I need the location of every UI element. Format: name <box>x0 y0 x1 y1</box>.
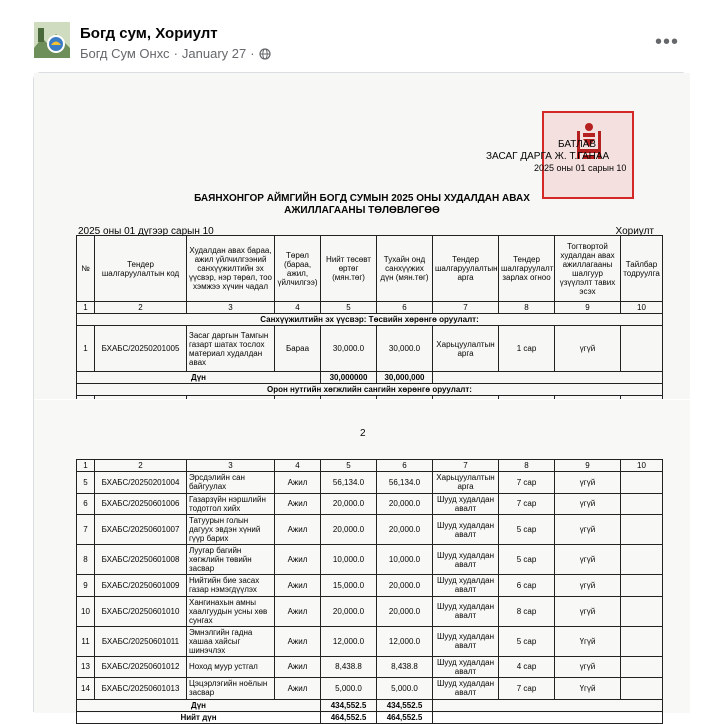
row-total: 30,000.0 <box>321 326 377 372</box>
row-time: 7 сар <box>499 678 555 700</box>
approval-date: 2025 оны 01 сарын 10 <box>534 163 627 173</box>
more-options-icon[interactable]: ••• <box>655 30 680 53</box>
avatar[interactable] <box>34 22 70 58</box>
table-row <box>77 472 663 494</box>
meta-separator: · <box>250 46 255 61</box>
header-cell: Тухайн онд санхүүжих дүн (мян.төг) <box>377 236 433 302</box>
column-number: 7 <box>433 302 499 314</box>
row-method: Харьцуулалтын арга <box>433 326 499 372</box>
row-sustain: үгүй <box>555 545 621 575</box>
header-cell: Тендер шалгаруулалтын код <box>95 236 187 302</box>
row-no: 13 <box>77 656 95 678</box>
table-header-row <box>77 236 663 302</box>
sum-year: 434,552.5 <box>377 699 433 711</box>
column-number: 4 <box>275 460 321 472</box>
row-code: БХАБС/20250601008 <box>95 545 187 575</box>
header-cell: Тогтвортой худалдан авах ажиллагааны шалгуур үзүүлэлт тавих эсэх <box>555 236 621 302</box>
emblem-avatar-icon <box>34 22 70 58</box>
row-type: Ажил <box>275 472 321 494</box>
row-type: Ажил <box>275 493 321 515</box>
row-desc: Ноход муур устгал <box>187 656 275 678</box>
document-date: 2025 оны 01 дүгээр сарын 10 <box>78 226 214 237</box>
row-code: БХАБС/20250601009 <box>95 575 187 597</box>
row-method: Шууд худалдан авалт <box>433 515 499 545</box>
header-cell: № <box>77 236 95 302</box>
row-note <box>621 515 663 545</box>
section-title: Санхүүжилтийн эх үүсвэр: Төсвийн хөрөнгө оруулалт: <box>77 314 663 326</box>
row-time: 4 сар <box>499 656 555 678</box>
header-cell: Нийт төсөвт өртөг (мян.төг) <box>321 236 377 302</box>
row-time: 7 сар <box>499 493 555 515</box>
row-code: БХАБС/20250601012 <box>95 656 187 678</box>
table-row <box>77 515 663 545</box>
row-total: 56,134.0 <box>321 472 377 494</box>
row-sustain: үгүй <box>555 575 621 597</box>
procurement-table-page-2 <box>76 459 663 724</box>
row-note <box>621 596 663 626</box>
row-year: 30,000.0 <box>377 326 433 372</box>
table-row <box>77 545 663 575</box>
document-title-line-2: АЖИЛЛАГААНЫ ТӨЛӨВЛӨГӨӨ <box>284 205 440 216</box>
row-total: 5,000.0 <box>321 678 377 700</box>
sum-label: Дүн <box>77 699 321 711</box>
row-no: 10 <box>77 596 95 626</box>
column-number: 2 <box>95 302 187 314</box>
sum-total: 434,552.5 <box>321 699 377 711</box>
post-meta <box>80 46 271 61</box>
row-sustain: үгүй <box>555 472 621 494</box>
row-year: 56,134.0 <box>377 472 433 494</box>
row-total: 12,000.0 <box>321 626 377 656</box>
row-note <box>621 545 663 575</box>
header-cell: Тайлбар тодруулга <box>621 236 663 302</box>
grand-blank <box>433 711 663 723</box>
row-sustain: үгүй <box>555 515 621 545</box>
row-method: Шууд худалдан авалт <box>433 596 499 626</box>
column-number: 5 <box>321 460 377 472</box>
grand-total: 464,552.5 <box>321 711 377 723</box>
row-note <box>621 493 663 515</box>
column-number: 10 <box>621 302 663 314</box>
row-type: Ажил <box>275 596 321 626</box>
sum-row <box>77 699 663 711</box>
row-method: Харьцуулалтын арга <box>433 472 499 494</box>
row-sustain: Үгүй <box>555 626 621 656</box>
row-total: 20,000.0 <box>321 493 377 515</box>
row-code: БХАБС/20250201004 <box>95 472 187 494</box>
table-row <box>77 678 663 700</box>
page-name-link[interactable]: Богд сум, Хориулт <box>80 25 218 42</box>
row-method: Шууд худалдан авалт <box>433 678 499 700</box>
section-row <box>77 314 663 326</box>
row-method: Шууд худалдан авалт <box>433 575 499 597</box>
row-code: БХАБС/20250601010 <box>95 596 187 626</box>
row-desc: Засаг даргын Тамгын газарт шатах тослох материал худалдан авах <box>187 326 275 372</box>
column-number: 9 <box>555 460 621 472</box>
row-code: БХАБС/20250201005 <box>95 326 187 372</box>
column-number: 5 <box>321 302 377 314</box>
row-desc: Нийтийн бие засах газар нэмэгдүүлэх <box>187 575 275 597</box>
table-row <box>77 575 663 597</box>
row-total: 20,000.0 <box>321 596 377 626</box>
row-type: Ажил <box>275 545 321 575</box>
row-time: 7 сар <box>499 472 555 494</box>
row-code: БХАБС/20250601007 <box>95 515 187 545</box>
table-row <box>77 326 663 372</box>
row-sustain: үгүй <box>555 656 621 678</box>
column-number: 7 <box>433 460 499 472</box>
row-no: 9 <box>77 575 95 597</box>
row-no: 7 <box>77 515 95 545</box>
approve-label: БАТЛАВ <box>558 139 597 150</box>
row-time: 5 сар <box>499 545 555 575</box>
row-time: 1 сар <box>499 326 555 372</box>
row-method: Шууд худалдан авалт <box>433 656 499 678</box>
column-number: 8 <box>499 302 555 314</box>
table-body <box>77 472 663 700</box>
row-type: Ажил <box>275 678 321 700</box>
row-no: 6 <box>77 493 95 515</box>
photo-grid <box>33 72 689 722</box>
row-year: 20,000.0 <box>377 493 433 515</box>
row-sustain: үгүй <box>555 326 621 372</box>
section-row <box>77 384 663 396</box>
row-no: 14 <box>77 678 95 700</box>
header-cell: Худалдан авах бараа, ажил үйлчилгээний санхүүжилтийн эх үүсвэр, нэр төрөл, тоо хэмжээ хүчин чадал <box>187 236 275 302</box>
row-type: Ажил <box>275 515 321 545</box>
row-total: 10,000.0 <box>321 545 377 575</box>
row-note <box>621 326 663 372</box>
row-desc: Газарзүйн нэршлийн тодотгол хийх <box>187 493 275 515</box>
header-cell: Тендер шалгаруулалтын арга <box>433 236 499 302</box>
row-no: 5 <box>77 472 95 494</box>
post-date-link[interactable]: January 27 <box>181 46 247 61</box>
grand-total-row <box>77 711 663 723</box>
row-note <box>621 626 663 656</box>
globe-icon <box>259 48 271 60</box>
row-desc: Хангинахын амны хаалгуудын усны хөв сунгах <box>187 596 275 626</box>
row-desc: Эмнэлгийн гадна хашаа хайсыг шинэчлэх <box>187 626 275 656</box>
row-desc: Цэцэрлэгийн ноёлын засвар <box>187 678 275 700</box>
row-code: БХАБС/20250601006 <box>95 493 187 515</box>
row-total: 20,000.0 <box>321 515 377 545</box>
page-number: 2 <box>360 428 366 439</box>
photo-document-page-1[interactable] <box>34 73 690 399</box>
row-type: Ажил <box>275 656 321 678</box>
row-code: БХАБС/20250601011 <box>95 626 187 656</box>
column-number: 6 <box>377 302 433 314</box>
row-time: 8 сар <box>499 596 555 626</box>
column-number-row <box>77 460 663 472</box>
row-note <box>621 472 663 494</box>
row-note <box>621 656 663 678</box>
row-type: Ажил <box>275 575 321 597</box>
row-time: 6 сар <box>499 575 555 597</box>
row-note <box>621 678 663 700</box>
grand-year: 464,552.5 <box>377 711 433 723</box>
column-number: 6 <box>377 460 433 472</box>
row-no: 8 <box>77 545 95 575</box>
row-no: 11 <box>77 626 95 656</box>
row-time: 5 сар <box>499 515 555 545</box>
column-number: 9 <box>555 302 621 314</box>
document-title-line-1: БАЯНХОНГОР АЙМГИЙН БОГД СУМЫН 2025 ОНЫ ХУДАЛДАН АВАХ <box>194 193 530 204</box>
row-total: 15,000.0 <box>321 575 377 597</box>
meta-separator: · <box>173 46 178 61</box>
row-year: 20,000.0 <box>377 596 433 626</box>
post-header <box>34 22 703 66</box>
row-type: Ажил <box>275 626 321 656</box>
column-number: 10 <box>621 460 663 472</box>
row-year: 20,000.0 <box>377 575 433 597</box>
row-year: 5,000.0 <box>377 678 433 700</box>
row-sustain: үгүй <box>555 596 621 626</box>
document-location: Хориулт <box>615 226 654 237</box>
row-year: 10,000.0 <box>377 545 433 575</box>
row-desc: Татуурын голын дагуух эвдэн хүний гүүр барих <box>187 515 275 545</box>
column-number: 2 <box>95 460 187 472</box>
column-number: 1 <box>77 460 95 472</box>
column-number-row <box>77 302 663 314</box>
row-total: 8,438.8 <box>321 656 377 678</box>
sum-label: Дүн <box>77 372 321 384</box>
section-title: Орон нутгийн хөгжлийн сангийн хөрөнгө оруулалт: <box>77 384 663 396</box>
table-row <box>77 626 663 656</box>
table-row <box>77 493 663 515</box>
row-no: 1 <box>77 326 95 372</box>
sum-blank <box>433 699 663 711</box>
column-number: 3 <box>187 302 275 314</box>
grand-label: Нийт дүн <box>77 711 321 723</box>
column-number: 4 <box>275 302 321 314</box>
row-note <box>621 575 663 597</box>
author-name[interactable]: Богд Сум Онхс <box>80 46 170 61</box>
approver-line: ЗАСАГ ДАРГА Ж. Т.ГАНАА <box>486 151 610 162</box>
table-row <box>77 656 663 678</box>
photo-document-page-2[interactable] <box>34 400 690 722</box>
column-number: 3 <box>187 460 275 472</box>
row-method: Шууд худалдан авалт <box>433 493 499 515</box>
row-year: 12,000.0 <box>377 626 433 656</box>
header-cell: Тендер шалгаруулалт зарлах огноо <box>499 236 555 302</box>
row-sustain: Үгүй <box>555 678 621 700</box>
row-year: 8,438.8 <box>377 656 433 678</box>
row-code: БХАБС/20250601013 <box>95 678 187 700</box>
row-desc: Эрсдэлийн сан байгуулах <box>187 472 275 494</box>
procurement-table-page-1 <box>76 235 663 426</box>
sum-total: 30,000000 <box>321 372 377 384</box>
row-desc: Луугар багийн хөгжлийн төвийн засвар <box>187 545 275 575</box>
sum-year: 30,000,000 <box>377 372 433 384</box>
sum-blank <box>433 372 663 384</box>
sum-row <box>77 372 663 384</box>
row-type: Бараа <box>275 326 321 372</box>
row-time: 5 сар <box>499 626 555 656</box>
column-number: 1 <box>77 302 95 314</box>
row-year: 20,000.0 <box>377 515 433 545</box>
row-method: Шууд худалдан авалт <box>433 545 499 575</box>
row-method: Шууд худалдан авалт <box>433 626 499 656</box>
column-number: 8 <box>499 460 555 472</box>
header-cell: Төрөл (бараа, ажил, үйлчилгээ) <box>275 236 321 302</box>
table-row <box>77 596 663 626</box>
row-sustain: үгүй <box>555 493 621 515</box>
